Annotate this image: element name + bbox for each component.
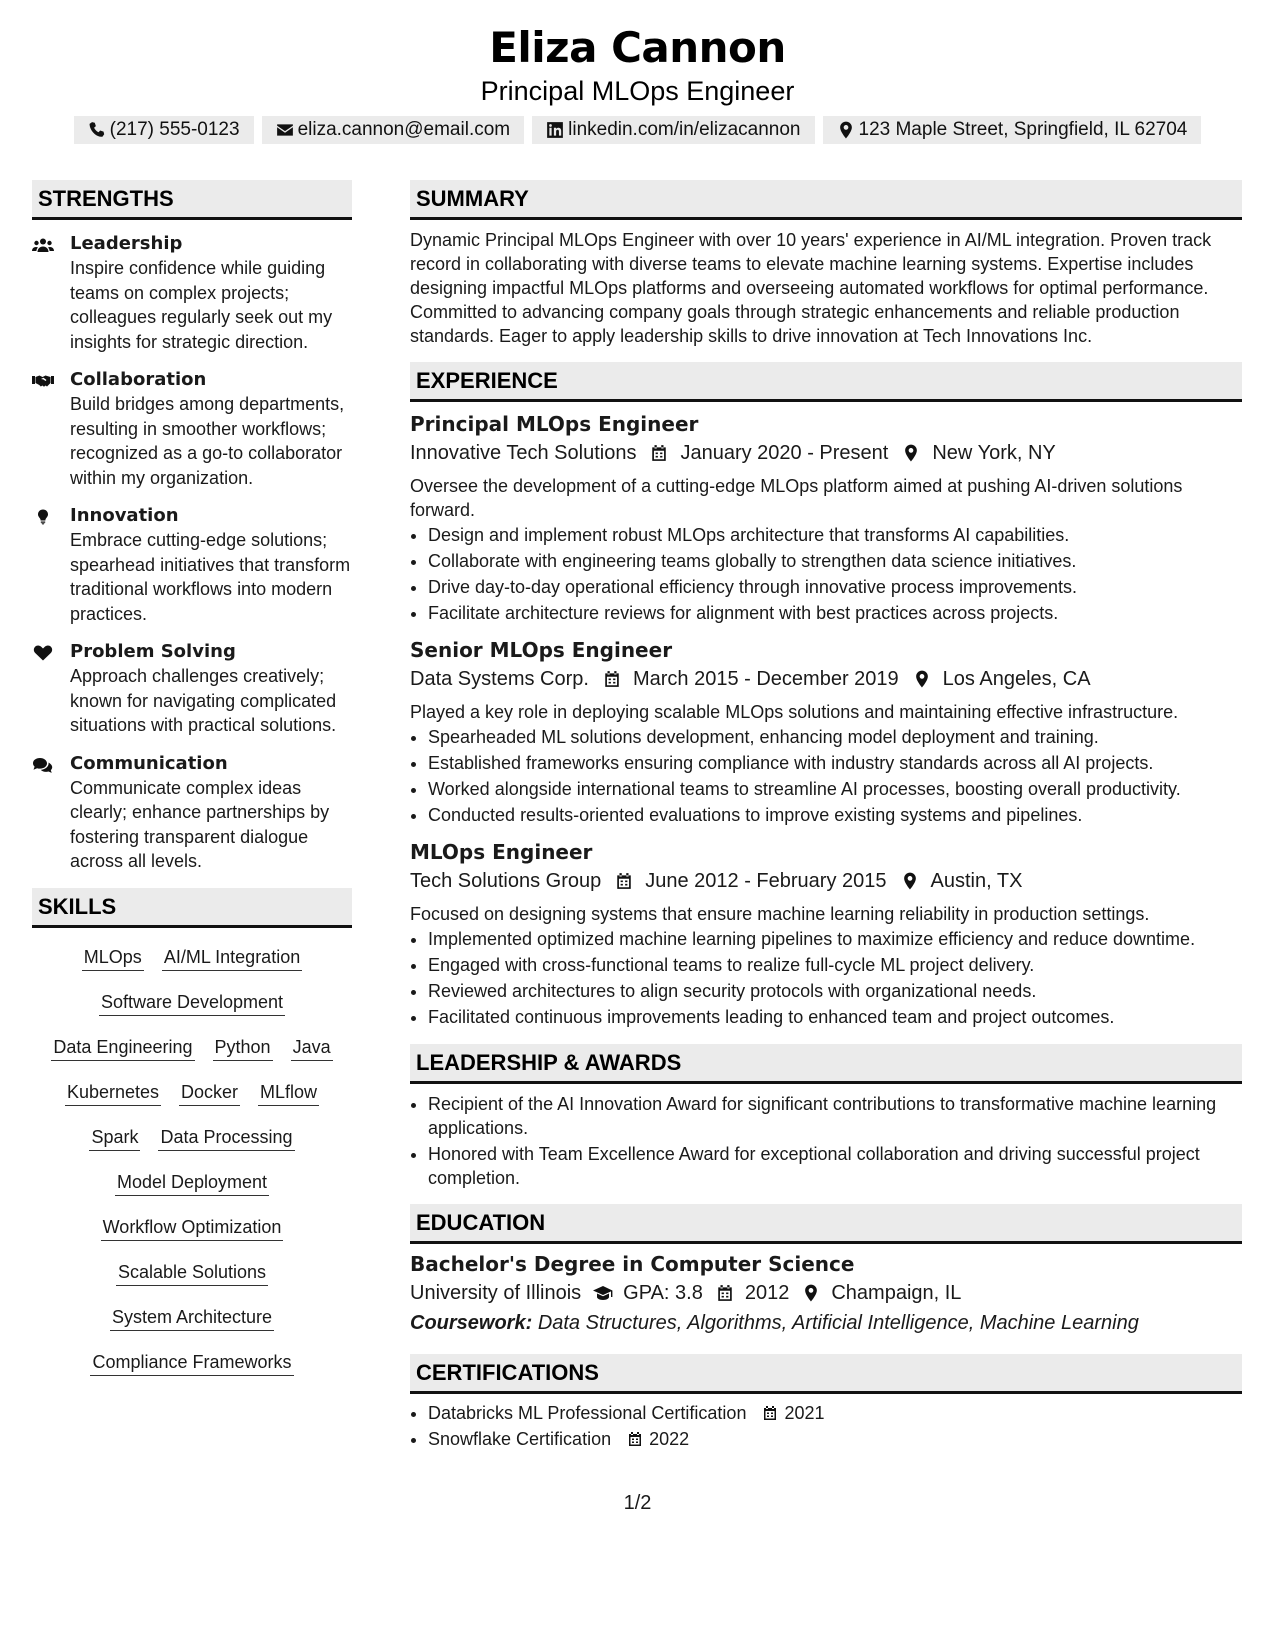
skill-tag: MLflow [258,1079,319,1106]
comments-icon [32,756,54,774]
strengths-list [32,232,352,874]
email-text: eliza.cannon@email.com [297,119,511,140]
strength-item [32,640,352,738]
skill-tag: Compliance Frameworks [90,1349,293,1376]
person-name: Eliza Cannon [489,23,786,72]
job-description: Played a key role in deploying scalable MLOps solutions and maintaining effective infrastructure. [410,702,1179,722]
graduation-cap-icon [593,1284,613,1302]
degree-title: Bachelor's Degree in Computer Science [410,1252,855,1276]
job-entry [410,838,1242,1030]
map-pin-icon [837,121,855,139]
job-description: Focused on designing systems that ensure machine learning reliability in production settings. [410,904,1150,924]
cert-name: • Snowflake Certification [428,1429,612,1449]
job-dates: June 2012 - February 2015 [645,870,887,892]
skills-row [32,938,352,983]
list-item: • Honored with Team Excellence Award for exceptional collaboration and driving successful project completion. [428,1142,1242,1190]
awards-heading: LEADERSHIP & AWARDS [410,1044,1242,1084]
list-item: • Reviewed architectures to align security protocols with organizational needs. [428,978,1242,1004]
job-meta [410,664,1242,694]
job-title-heading: Principal MLOps Engineer [480,76,795,106]
strength-name: Leadership [70,233,183,254]
left-column [32,180,352,1452]
job-entry [410,410,1242,626]
skills-row [32,983,352,1028]
school-location: Champaign, IL [831,1282,962,1304]
skill-tag: Data Engineering [51,1034,194,1061]
company-name: Data Systems Corp. [410,668,589,690]
graduation-year: 2012 [744,1282,790,1304]
contact-linkedin[interactable] [532,116,814,144]
list-item: • Spearheaded ML solutions development, enhancing model deployment and training. [428,724,1242,750]
list-item: • Engaged with cross-functional teams to realize full-cycle ML project delivery. [428,952,1242,978]
list-item: • Worked alongside international teams to streamline AI processes, boosting overall productivity. [428,776,1242,802]
strength-item [32,752,352,874]
education-heading: EDUCATION [410,1204,1242,1244]
coursework-text: Data Structures, Algorithms, Artificial Intelligence, Machine Learning [537,1312,1139,1334]
skills-row [32,1343,352,1388]
awards-list [410,1092,1242,1190]
skills-heading: SKILLS [32,888,352,928]
job-description: Oversee the development of a cutting-edge MLOps platform aimed at pushing AI-driven solutions forward. [410,476,1183,520]
strength-name: Innovation [70,505,179,526]
experience-heading: EXPERIENCE [410,362,1242,402]
job-dates: March 2015 - December 2019 [632,668,899,690]
gpa-text: GPA: 3.8 [623,1282,703,1304]
list-item: • Conducted results-oriented evaluations to improve existing systems and pipelines. [428,802,1242,828]
envelope-icon [276,121,294,139]
summary-heading: SUMMARY [410,180,1242,220]
skills-row [32,1298,352,1343]
contact-bar [0,116,1275,144]
list-item: • Collaborate with engineering teams globally to strengthen data science initiatives. [428,548,1242,574]
job-entry [410,636,1242,828]
coursework-label: Coursework: [410,1312,533,1334]
calendar-icon [715,1284,735,1302]
skill-tag: Software Development [99,989,285,1016]
resume-header [0,0,1275,144]
calendar-icon [603,670,621,688]
skill-tag: Data Processing [158,1124,294,1151]
skill-tag: Workflow Optimization [101,1214,284,1241]
job-location: Austin, TX [930,870,1023,892]
calendar-icon [615,872,633,890]
skill-tag: AI/ML Integration [162,944,302,971]
contact-address [823,116,1202,144]
skills-row [32,1073,352,1118]
list-item: • Recipient of the AI Innovation Award for significant contributions to transformative machine learning applications. [428,1092,1242,1140]
job-location: Los Angeles, CA [942,668,1091,690]
skills-row [32,1163,352,1208]
strength-name: Communication [70,752,228,774]
list-item: • Design and implement robust MLOps architecture that transforms AI capabilities. [428,522,1242,548]
phone-text: (217) 555-0123 [109,119,240,140]
cert-name: • Databricks ML Professional Certification [428,1403,747,1423]
map-pin-icon [913,670,931,688]
list-item: • Established frameworks ensuring compliance with industry standards across all AI projects. [428,750,1242,776]
linkedin-icon [546,121,564,139]
strength-name: Collaboration [70,369,207,390]
job-location: New York, NY [932,442,1056,464]
linkedin-text: linkedin.com/in/elizacannon [568,119,801,140]
skill-tag: Kubernetes [65,1079,161,1106]
skills-row [32,1208,352,1253]
school-name: University of Illinois [410,1282,582,1304]
right-column [410,180,1242,1452]
contact-phone[interactable] [74,116,254,144]
job-title: MLOps Engineer [410,840,593,864]
certifications-list [410,1400,1242,1452]
coursework [410,1308,1242,1338]
strength-desc: Build bridges among departments, resulting in smoother workflows; recognized as a go-to collaborator within my organization. [70,394,345,488]
strength-item [32,368,352,490]
cert-year: 2022 [649,1429,690,1449]
education-meta [410,1278,1242,1308]
job-bullets [410,522,1242,626]
list-item [428,1426,1242,1452]
list-item [428,1400,1242,1426]
strength-desc: Communicate complex ideas clearly; enhance partnerships by fostering transparent dialogue across all levels. [70,777,330,871]
page-number: 1/2 [623,1492,652,1514]
strength-desc: Inspire confidence while guiding teams on complex projects; colleagues regularly seek out my insights for strategic direction. [70,258,333,352]
calendar-icon [762,1405,778,1421]
skill-tag: Docker [179,1079,240,1106]
skills-list [32,938,352,1388]
skill-tag: Spark [89,1124,140,1151]
handshake-icon [32,372,54,390]
company-name: Tech Solutions Group [410,870,602,892]
strength-item [32,504,352,626]
skill-tag: System Architecture [110,1304,274,1331]
map-pin-icon [902,444,920,462]
list-item: • Implemented optimized machine learning pipelines to maximize efficiency and reduce downtime. [428,926,1242,952]
calendar-icon [650,444,668,462]
job-meta [410,438,1242,468]
strength-item [32,232,352,354]
skill-tag: Java [291,1034,333,1061]
phone-icon [88,121,106,139]
map-pin-icon [801,1284,821,1302]
list-item: • Facilitate architecture reviews for alignment with best practices across projects. [428,600,1242,626]
certifications-heading: CERTIFICATIONS [410,1354,1242,1394]
job-dates: January 2020 - Present [680,442,889,464]
skills-row [32,1253,352,1298]
list-item: • Facilitated continuous improvements leading to enhanced team and project outcomes. [428,1004,1242,1030]
skill-tag: Model Deployment [115,1169,269,1196]
job-title: Senior MLOps Engineer [410,638,673,662]
skills-row [32,1118,352,1163]
strength-desc: Embrace cutting-edge solutions; spearhead initiatives that transform traditional workflows into modern practices. [70,530,351,624]
job-meta [410,866,1242,896]
skill-tag: Scalable Solutions [116,1259,268,1286]
company-name: Innovative Tech Solutions [410,442,637,464]
list-item: • Drive day-to-day operational efficiency through innovative process improvements. [428,574,1242,600]
skill-tag: MLOps [82,944,144,971]
summary-text: Dynamic Principal MLOps Engineer with over 10 years' experience in AI/ML integration. Proven track record in collaborating with diverse teams to elevate machine learning systems. Expertise includes designing impactful MLOps platforms and overseeing automated workflows for optimal performance. Committed to advancing company goals through strategic enhancements and reliable production standards. Eager to apply leadership skills to drive innovation at Tech Innovations Inc. [410,230,1212,346]
lightbulb-icon [32,508,54,526]
address-text: 123 Maple Street, Springfield, IL 62704 [858,119,1188,140]
skills-row [32,1028,352,1073]
skill-tag: Python [213,1034,273,1061]
strength-name: Problem Solving [70,641,236,662]
map-pin-icon [901,872,919,890]
job-title: Principal MLOps Engineer [410,412,699,436]
contact-email[interactable] [262,116,525,144]
strengths-heading: STRENGTHS [32,180,352,220]
cert-year: 2021 [784,1403,825,1423]
strength-desc: Approach challenges creatively; known for navigating complicated situations with practical solutions. [70,666,337,735]
calendar-icon [627,1431,643,1447]
job-bullets [410,724,1242,828]
users-icon [32,236,54,254]
heart-icon [32,644,54,662]
job-bullets [410,926,1242,1030]
